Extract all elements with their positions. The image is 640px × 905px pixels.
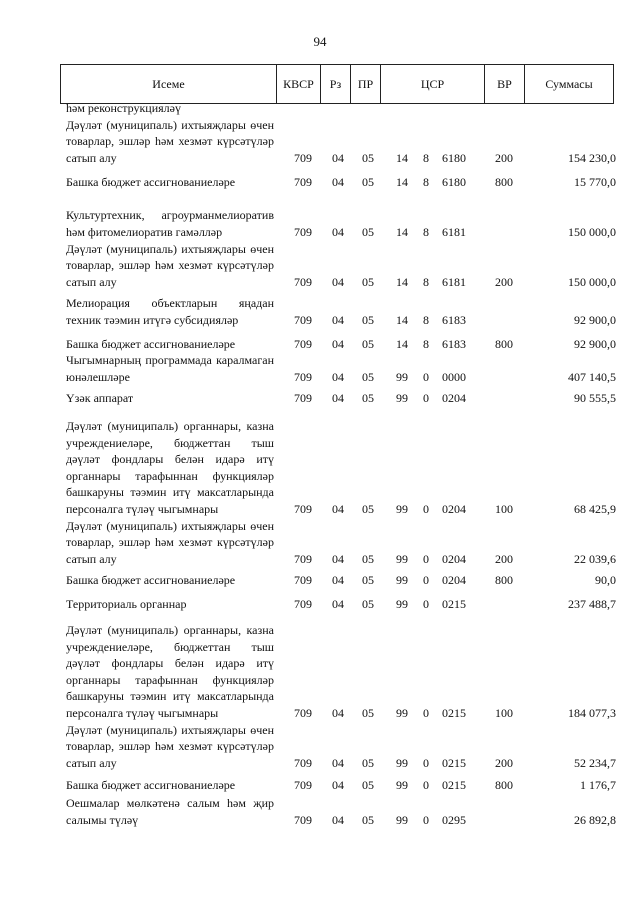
row-pr: 05 [362,755,374,770]
row-pr: 05 [362,501,374,516]
row-pr: 05 [362,174,374,189]
header-pr: ПР [351,65,381,103]
row-csr1: 99 [396,390,408,405]
row-rz: 04 [332,705,344,720]
row-pr: 05 [362,369,374,384]
row-csr2: 8 [423,224,429,239]
row-sum: 68 425,9 [574,501,616,516]
row-csr3: 0215 [442,777,466,792]
row-vr: 200 [495,551,513,566]
row-csr3: 0215 [442,705,466,720]
row-kvsr: 709 [294,572,312,587]
row-name: Оешмалар мөлкәтенә салым һәм җир салымы түләү [66,796,274,827]
row-csr2: 0 [423,572,429,587]
row-name: Дәүләт (муниципаль) ихтыяҗлары өчен товарлар, эшләр һәм хезмәт күрсәтүләр сатып алу [66,241,274,289]
row-vr: 100 [495,705,513,720]
row-vr: 200 [495,274,513,289]
row-kvsr: 709 [294,174,312,189]
row-rz: 04 [332,596,344,611]
row-csr3: 6183 [442,312,466,327]
row-pr: 05 [362,224,374,239]
table-row [0,777,640,793]
row-name: Дәүләт (муниципаль) органнары, казна учреждениеләре, бюджеттан тыш дәүләт фондлары белән идарә итү органнары тарафыннан функцияләр башкаруны тәэмин итү максатларында персоналга түләү чыгымнары [66,623,274,720]
header-csr: ЦСР [381,65,485,103]
row-kvsr: 709 [294,501,312,516]
row-sum: 22 039,6 [574,551,616,566]
row-csr2: 0 [423,705,429,720]
row-csr1: 99 [396,777,408,792]
row-sum: 184 077,3 [568,705,616,720]
row-name: Территориаль органнар [66,596,187,611]
table-row [0,596,640,612]
row-sum: 52 234,7 [574,755,616,770]
row-csr1: 99 [396,501,408,516]
row-sum: 92 900,0 [574,312,616,327]
row-csr2: 0 [423,755,429,770]
row-csr1: 14 [396,312,408,327]
row-pr: 05 [362,777,374,792]
row-pr: 05 [362,336,374,351]
table-row [0,721,640,771]
table-row [0,294,640,328]
row-csr3: 6183 [442,336,466,351]
row-kvsr: 709 [294,551,312,566]
row-name: Башка бюджет ассигнованиеләре [66,336,236,351]
row-vr: 200 [495,755,513,770]
row-pr: 05 [362,312,374,327]
row-csr1: 14 [396,224,408,239]
row-csr2: 8 [423,274,429,289]
row-csr2: 8 [423,174,429,189]
row-vr: 200 [495,150,513,165]
table-row [0,116,640,166]
row-rz: 04 [332,274,344,289]
header-name: Исеме [61,65,277,103]
table-row [0,572,640,588]
table-row [0,417,640,517]
row-csr2: 8 [423,336,429,351]
row-name: Дәүләт (муниципаль) ихтыяҗлары өчен товарлар, эшләр һәм хезмәт күрсәтүләр сатып алу [66,722,274,770]
row-pr: 05 [362,150,374,165]
row-sum: 150 000,0 [568,224,616,239]
row-csr3: 6181 [442,274,466,289]
row-pr: 05 [362,572,374,587]
row-sum: 90,0 [595,572,616,587]
row-sum: 90 555,5 [574,390,616,405]
row-vr: 800 [495,777,513,792]
row-name: Культуртехник, агроурманмелиоратив һәм фитомелиоратив гамәлләр [66,208,274,239]
row-kvsr: 709 [294,369,312,384]
row-name: һәм реконструкцияләү [66,100,181,115]
row-kvsr: 709 [294,150,312,165]
row-sum: 92 900,0 [574,336,616,351]
row-kvsr: 709 [294,224,312,239]
row-kvsr: 709 [294,336,312,351]
row-vr: 800 [495,174,513,189]
row-rz: 04 [332,336,344,351]
row-name: Башка бюджет ассигнованиеләре [66,777,236,792]
row-kvsr: 709 [294,390,312,405]
row-csr3: 6180 [442,174,466,189]
row-csr2: 0 [423,596,429,611]
row-kvsr: 709 [294,777,312,792]
row-kvsr: 709 [294,812,312,827]
row-rz: 04 [332,369,344,384]
row-rz: 04 [332,224,344,239]
row-sum: 1 176,7 [580,777,616,792]
row-pr: 05 [362,812,374,827]
row-csr1: 99 [396,596,408,611]
row-kvsr: 709 [294,274,312,289]
row-csr1: 14 [396,336,408,351]
row-csr3: 0215 [442,596,466,611]
row-vr: 100 [495,501,513,516]
row-pr: 05 [362,390,374,405]
row-rz: 04 [332,755,344,770]
page-number: 94 [313,34,327,49]
row-csr2: 8 [423,312,429,327]
row-csr2: 8 [423,150,429,165]
row-csr1: 99 [396,551,408,566]
row-name: Мелиорация объектларын яңадан техник тәэмин итүгә субсидияләр [66,296,274,327]
header-kvsr: КВСР [277,65,321,103]
row-csr1: 99 [396,812,408,827]
row-csr1: 14 [396,150,408,165]
row-kvsr: 709 [294,755,312,770]
row-name: Дәүләт (муниципаль) ихтыяҗлары өчен товарлар, эшләр һәм хезмәт күрсәтүләр сатып алу [66,117,274,165]
row-csr3: 0204 [442,551,466,566]
table-row [0,190,640,240]
row-csr2: 0 [423,777,429,792]
table-row [0,100,640,116]
row-sum: 150 000,0 [568,274,616,289]
row-vr: 800 [495,572,513,587]
row-name: Чыгымнарның программада каралмаган юнәлешләре [66,353,274,384]
row-csr2: 0 [423,501,429,516]
row-kvsr: 709 [294,705,312,720]
row-csr2: 0 [423,390,429,405]
row-csr3: 0204 [442,390,466,405]
row-csr3: 0000 [442,369,466,384]
row-csr3: 0215 [442,755,466,770]
header-sum: Суммасы [545,77,593,91]
table-header [60,64,614,104]
row-name: Башка бюджет ассигнованиеләре [66,174,236,189]
header-vr: ВР [485,65,525,103]
row-pr: 05 [362,705,374,720]
row-csr2: 0 [423,551,429,566]
row-rz: 04 [332,501,344,516]
row-kvsr: 709 [294,596,312,611]
row-rz: 04 [332,312,344,327]
row-rz: 04 [332,150,344,165]
row-csr1: 99 [396,755,408,770]
row-sum: 407 140,5 [568,369,616,384]
row-sum: 154 230,0 [568,150,616,165]
table-row [0,174,640,190]
row-rz: 04 [332,777,344,792]
row-sum: 26 892,8 [574,812,616,827]
row-pr: 05 [362,596,374,611]
row-sum: 15 770,0 [574,174,616,189]
table-row [0,351,640,385]
row-csr1: 14 [396,274,408,289]
row-csr3: 0204 [442,572,466,587]
row-name: Дәүләт (муниципаль) ихтыяҗлары өчен товарлар, эшләр һәм хезмәт күрсәтүләр сатып алу [66,518,274,566]
table-row [0,240,640,290]
table-row [0,336,640,352]
row-csr3: 0204 [442,501,466,516]
row-rz: 04 [332,572,344,587]
row-pr: 05 [362,274,374,289]
table-row [0,517,640,567]
row-csr2: 0 [423,369,429,384]
row-csr1: 14 [396,174,408,189]
table-row [0,621,640,721]
row-name: Үзәк аппарат [66,390,134,405]
table-row [0,794,640,828]
header-rz: Рз [321,65,351,103]
row-csr1: 99 [396,572,408,587]
row-kvsr: 709 [294,312,312,327]
row-csr3: 0295 [442,812,466,827]
table-row [0,390,640,406]
row-csr2: 0 [423,812,429,827]
row-csr1: 99 [396,705,408,720]
row-rz: 04 [332,174,344,189]
row-name: Дәүләт (муниципаль) органнары, казна учреждениеләре, бюджеттан тыш дәүләт фондлары белән идарә итү органнары тарафыннан функцияләр башкаруны тәэмин итү максатларында персоналга түләү чыгымнары [66,419,274,516]
row-csr3: 6181 [442,224,466,239]
row-csr3: 6180 [442,150,466,165]
row-sum: 237 488,7 [568,596,616,611]
row-vr: 800 [495,336,513,351]
row-name: Башка бюджет ассигнованиеләре [66,572,236,587]
row-rz: 04 [332,551,344,566]
row-rz: 04 [332,812,344,827]
row-pr: 05 [362,551,374,566]
row-csr1: 99 [396,369,408,384]
row-rz: 04 [332,390,344,405]
